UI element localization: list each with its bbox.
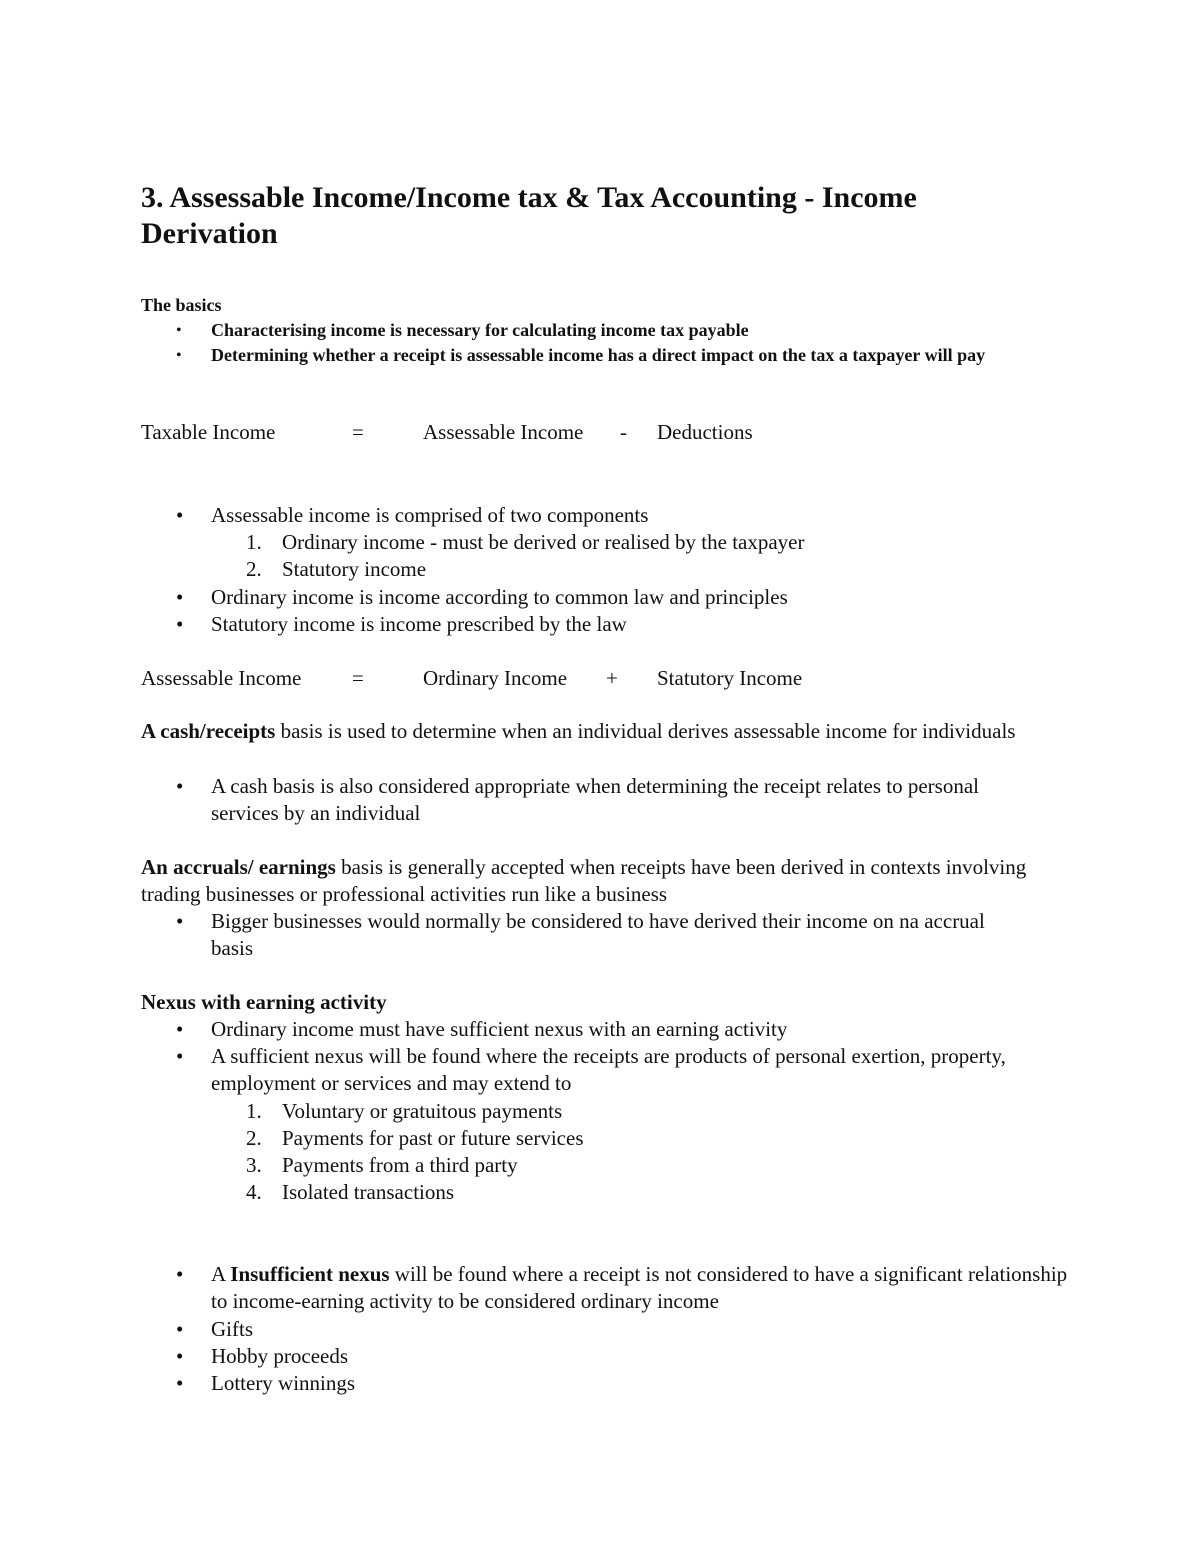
accruals-basis-paragraph xyxy=(141,854,1051,908)
nexus-list-item-1: Voluntary or gratuitous payments xyxy=(282,1099,563,1123)
accruals-basis-text: basis is generally accepted when receipts have been derived in contexts involving trading businesses or professional activities run like a business xyxy=(141,855,1027,906)
section-heading-basics: The basics xyxy=(141,295,222,315)
equation-operator: + xyxy=(606,666,618,690)
bullet-marker: • xyxy=(176,585,184,609)
insufficient-nexus-text: will be found where a receipt is not considered to have a significant relationship to income-earning activity to be considered ordinary income xyxy=(211,1262,1068,1313)
bullet-marker: • xyxy=(176,1044,184,1068)
list-number: 1. xyxy=(246,530,262,554)
insufficient-item-hobby: Hobby proceeds xyxy=(211,1344,349,1368)
nexus-list-item-4: Isolated transactions xyxy=(282,1180,455,1204)
equation-equals: = xyxy=(352,666,364,690)
bullet-marker: • xyxy=(176,1262,184,1286)
nexus-bullet-1: Ordinary income must have sufficient nexus with an earning activity xyxy=(211,1017,788,1041)
bullet-marker: • xyxy=(176,774,184,798)
list-number: 3. xyxy=(246,1153,262,1177)
nexus-list-item-2: Payments for past or future services xyxy=(282,1126,584,1150)
equation-term-1: Ordinary Income xyxy=(423,666,568,690)
insufficient-item-lottery: Lottery winnings xyxy=(211,1371,356,1395)
components-list-item-2: Statutory income xyxy=(282,557,427,581)
bullet-marker: • xyxy=(176,1317,184,1341)
insufficient-nexus-prefix: A xyxy=(211,1262,231,1286)
cash-basis-text: basis is used to determine when an individual derives assessable income for individuals xyxy=(275,719,1016,743)
accruals-basis-bullet: Bigger businesses would normally be considered to have derived their income on na accrual basis xyxy=(211,909,985,960)
bullet-marker: • xyxy=(176,347,182,364)
insufficient-nexus-term: Insufficient nexus xyxy=(230,1262,390,1286)
list-number: 4. xyxy=(246,1180,262,1204)
components-intro: Assessable income is comprised of two components xyxy=(211,503,649,527)
cash-basis-bullet: A cash basis is also considered appropriate when determining the receipt relates to personal services by an individual xyxy=(211,774,979,825)
equation-term-1: Assessable Income xyxy=(423,420,584,444)
bullet-marker: • xyxy=(176,322,182,339)
basics-bullet-2: Determining whether a receipt is assessable income has a direct impact on the tax a taxpayer will pay xyxy=(211,345,986,365)
accruals-basis-term: An accruals/ earnings xyxy=(141,855,336,879)
cash-basis-paragraph xyxy=(141,718,1041,745)
nexus-list-item-3: Payments from a third party xyxy=(282,1153,518,1177)
components-bullet-2: Statutory income is income prescribed by the law xyxy=(211,612,627,636)
nexus-bullet-2: A sufficient nexus will be found where the receipts are products of personal exertion, property, employment or services and may extend to xyxy=(211,1044,1006,1095)
cash-basis-term: A cash/receipts xyxy=(141,719,276,743)
equation-operator: - xyxy=(620,420,627,444)
insufficient-item-gifts: Gifts xyxy=(211,1317,253,1341)
insufficient-nexus-bullet xyxy=(211,1261,1071,1315)
section-heading-nexus: Nexus with earning activity xyxy=(141,990,387,1014)
list-number: 2. xyxy=(246,557,262,581)
document-title: 3. Assessable Income/Income tax & Tax Accounting - Income Derivation xyxy=(141,181,917,250)
bullet-marker: • xyxy=(176,1344,184,1368)
equation-term-2: Statutory Income xyxy=(657,666,803,690)
components-list-item-1: Ordinary income - must be derived or realised by the taxpayer xyxy=(282,530,805,554)
list-number: 1. xyxy=(246,1099,262,1123)
equation-lhs: Assessable Income xyxy=(141,666,302,690)
basics-bullet-1: Characterising income is necessary for calculating income tax payable xyxy=(211,320,749,340)
equation-term-2: Deductions xyxy=(657,420,753,444)
equation-lhs: Taxable Income xyxy=(141,420,276,444)
bullet-marker: • xyxy=(176,1017,184,1041)
bullet-marker: • xyxy=(176,909,184,933)
bullet-marker: • xyxy=(176,1371,184,1395)
bullet-marker: • xyxy=(176,503,184,527)
list-number: 2. xyxy=(246,1126,262,1150)
bullet-marker: • xyxy=(176,612,184,636)
equation-equals: = xyxy=(352,420,364,444)
components-bullet-1: Ordinary income is income according to common law and principles xyxy=(211,585,788,609)
